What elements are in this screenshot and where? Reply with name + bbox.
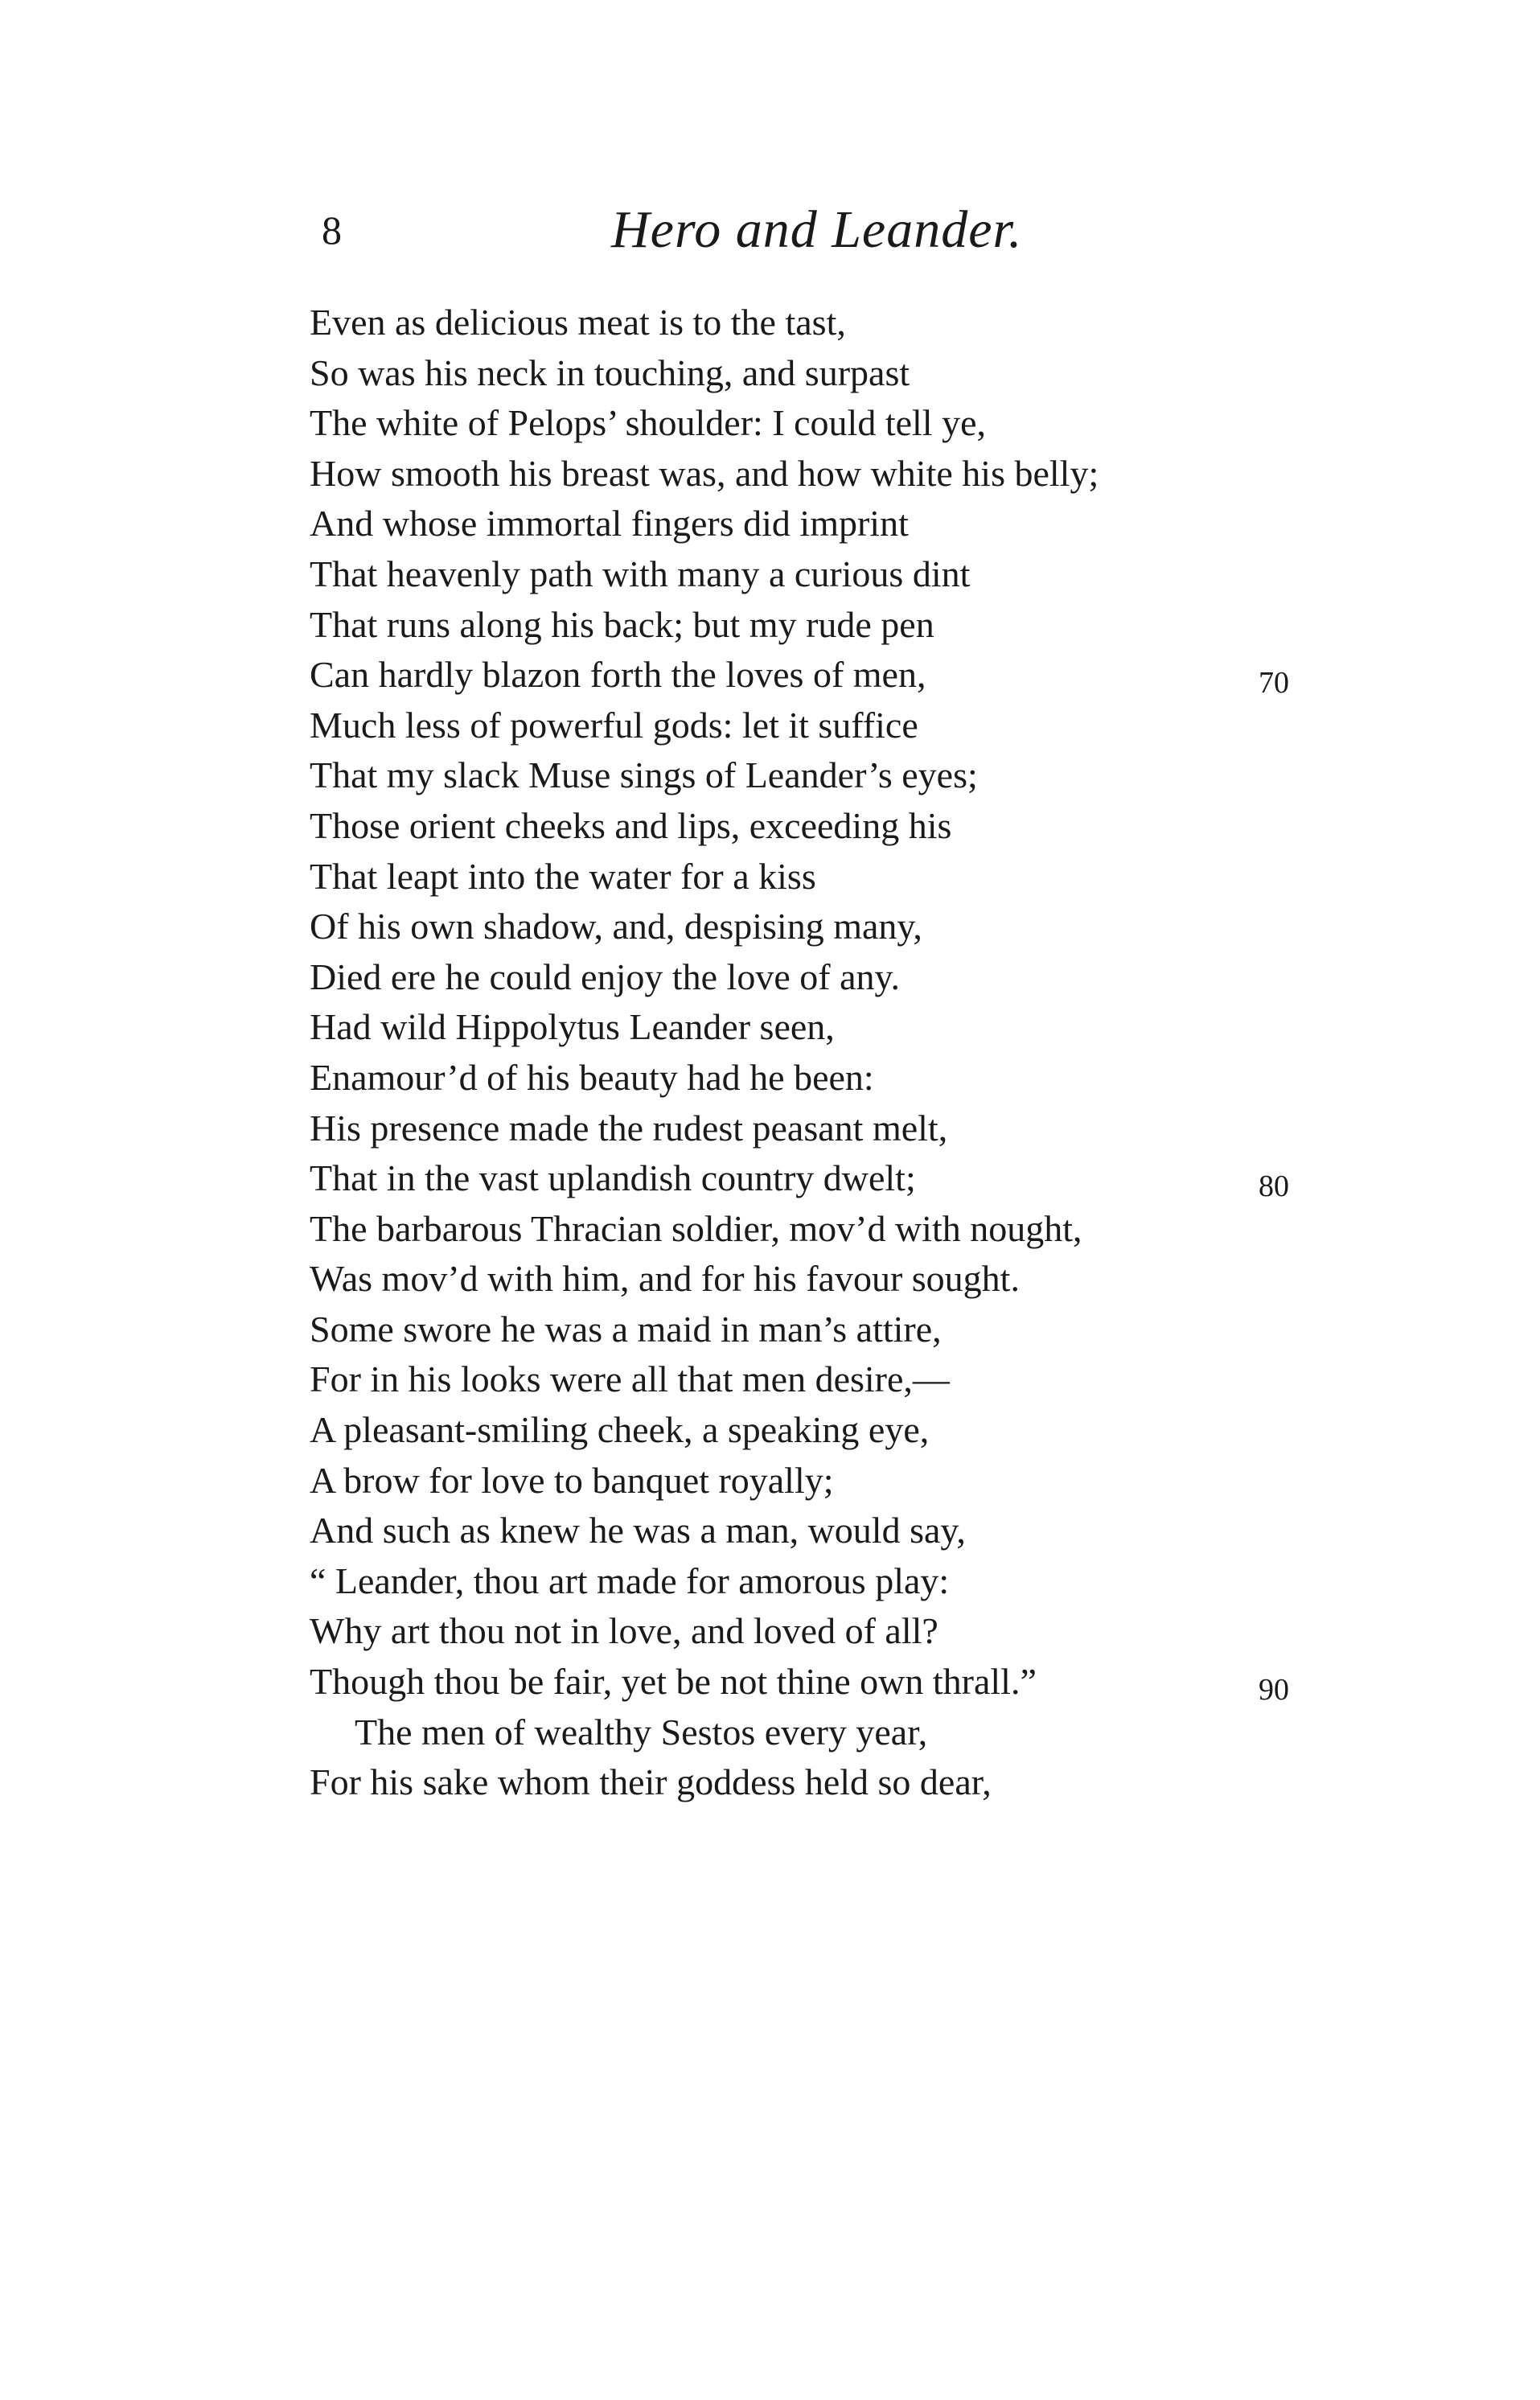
verse-text: Though thou be fair, yet be not thine own thrall.” [310, 1661, 1037, 1703]
running-title: Hero and Leander. [611, 200, 1023, 259]
verse-text: Why art thou not in love, and loved of all? [310, 1610, 938, 1652]
verse-line [310, 801, 1323, 852]
verse-text: That in the vast uplandish country dwelt; [310, 1157, 916, 1199]
verse-text: Of his own shadow, and, despising many, [310, 906, 922, 947]
verse-text: Was mov’d with him, and for his favour sought. [310, 1258, 1020, 1300]
verse-text: Some swore he was a maid in man’s attire, [310, 1308, 942, 1350]
verse-line [310, 1606, 1323, 1657]
line-number: 80 [1259, 1169, 1289, 1204]
verse-line [310, 952, 1323, 1003]
verse-line [310, 1708, 1323, 1758]
verse-text: That my slack Muse sings of Leander’s eyes; [310, 754, 978, 796]
verse-line [310, 1556, 1323, 1607]
verse-line [310, 1002, 1323, 1053]
verse-text: The men of wealthy Sestos every year, [355, 1711, 928, 1753]
verse-line [310, 650, 1323, 701]
verse-text: Can hardly blazon forth the loves of men, [310, 654, 926, 696]
verse-text: So was his neck in touching, and surpast [310, 351, 910, 393]
verse-text: Even as delicious meat is to the tast, [310, 302, 846, 343]
verse-line [310, 1456, 1323, 1506]
verse-text: And whose immortal fingers did imprint [310, 503, 909, 545]
verse-line [310, 902, 1323, 952]
verse-line [310, 449, 1323, 499]
verse-line [310, 1354, 1323, 1405]
verse-text: For his sake whom their goddess held so dear, [310, 1761, 992, 1803]
verse-line [310, 1305, 1323, 1355]
verse-line [310, 549, 1323, 600]
verse-text: That leapt into the water for a kiss [310, 855, 816, 897]
verse-text: A pleasant-smiling cheek, a speaking eye, [310, 1409, 930, 1451]
verse-line [310, 1103, 1323, 1154]
verse-line [310, 1405, 1323, 1456]
verse-line [310, 1757, 1323, 1808]
verse-text: For in his looks were all that men desire,— [310, 1358, 950, 1400]
verse-line [310, 701, 1323, 751]
verse-block [310, 298, 1323, 1808]
verse-line [310, 600, 1323, 651]
verse-line [310, 1506, 1323, 1556]
verse-line [310, 499, 1323, 549]
verse-line [310, 1153, 1323, 1204]
verse-line [310, 1254, 1323, 1305]
verse-line [310, 1657, 1323, 1708]
verse-line [310, 398, 1323, 449]
verse-line [310, 1204, 1323, 1255]
verse-text: The barbarous Thracian soldier, mov’d with nought, [310, 1207, 1082, 1249]
page-number: 8 [322, 208, 342, 253]
verse-text: The white of Pelops’ shoulder: I could tell ye, [310, 402, 987, 444]
line-number: 90 [1259, 1673, 1289, 1708]
verse-text: And such as knew he was a man, would say, [310, 1510, 966, 1551]
verse-line [310, 348, 1323, 399]
verse-text: Those orient cheeks and lips, exceeding his [310, 804, 952, 846]
verse-text: Had wild Hippolytus Leander seen, [310, 1006, 835, 1048]
verse-line [310, 852, 1323, 902]
verse-text: Enamour’d of his beauty had he been: [310, 1056, 874, 1098]
verse-text: “ Leander, thou art made for amorous play: [310, 1560, 950, 1601]
verse-text: A brow for love to banquet royally; [310, 1459, 834, 1501]
verse-line [310, 750, 1323, 801]
verse-text: That runs along his back; but my rude pen [310, 603, 934, 645]
verse-text: Much less of powerful gods: let it suffice [310, 704, 918, 746]
verse-text: His presence made the rudest peasant melt, [310, 1107, 948, 1149]
page-header [322, 198, 1045, 262]
verse-text: How smooth his breast was, and how white his belly; [310, 452, 1099, 494]
verse-text: Died ere he could enjoy the love of any. [310, 955, 901, 997]
verse-line [310, 1053, 1323, 1103]
verse-line [310, 298, 1323, 348]
verse-text: That heavenly path with many a curious dint [310, 553, 971, 594]
line-number: 70 [1259, 666, 1289, 701]
